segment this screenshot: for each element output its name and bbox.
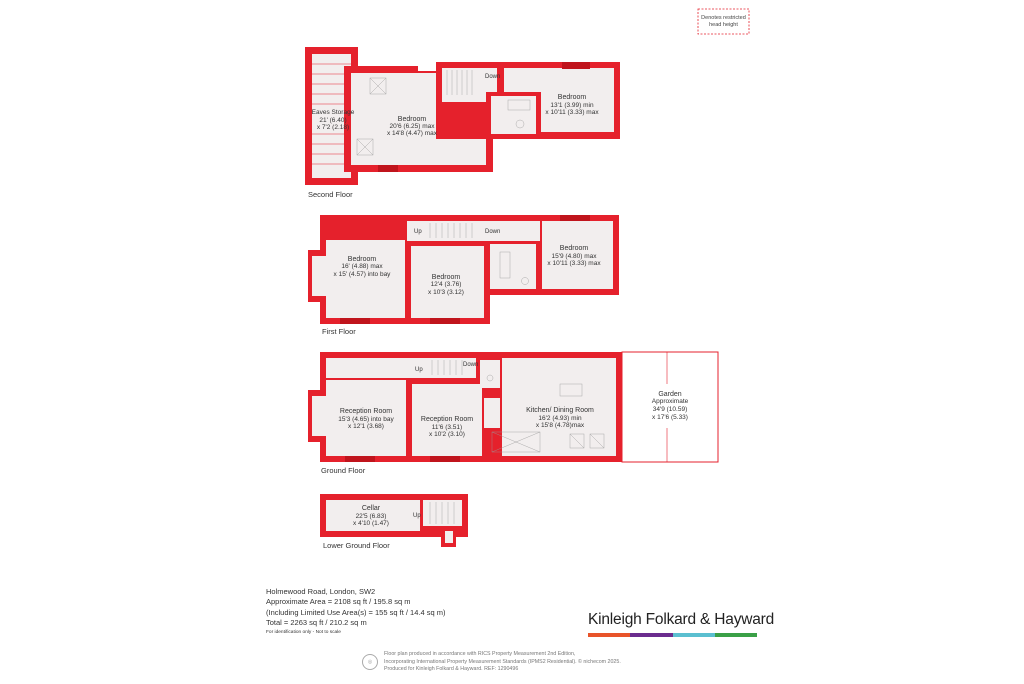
lower-ground-floor-label: Lower Ground Floor — [323, 541, 390, 550]
first-bedroom-c-dim2: x 10'11 (3.33) max — [547, 260, 601, 267]
second-bedroom-a-dim1: 20'6 (6.25) max — [389, 123, 435, 130]
reception-b-name: Reception Room — [420, 416, 474, 423]
first-bedroom-b-name: Bedroom — [431, 274, 461, 281]
cellar-dim2: x 4'10 (1.47) — [353, 520, 389, 527]
limited-use-area: (Including Limited Use Area(s) = 155 sq ft / 14.4 sq m) — [266, 607, 446, 617]
brand-bar-cyan — [673, 633, 715, 637]
first-floor — [308, 215, 619, 336]
garden-dim2: x 17'6 (5.33) — [652, 414, 688, 421]
first-bedroom-a-dim2: x 15' (4.57) into bay — [333, 271, 391, 278]
brand-bar-orange — [588, 633, 630, 637]
garden-approx: Approximate — [651, 398, 689, 405]
first-bedroom-a-dim1: 16' (4.88) max — [341, 263, 383, 270]
footer-notes — [384, 651, 621, 674]
footer-line3: Produced for Kinleigh Folkard & Hayward. REF: 1290496 — [384, 666, 519, 673]
second-floor-label: Second Floor — [308, 190, 353, 199]
kitchen-dim2: x 15'8 (4.78)max — [535, 422, 585, 429]
eaves-storage-name: Eaves Storage — [311, 109, 355, 116]
footer-line2: Incorporating International Property Measurement Standards (IPMS2 Residential). © nichecom 2025. — [384, 658, 621, 665]
eaves-storage-dim1: 21' (6.40) — [319, 117, 347, 124]
rics-logo-icon: ◎ — [362, 654, 378, 670]
brand-name: Kinleigh Folkard & Hayward — [588, 611, 775, 628]
kitchen-dim1: 16'2 (4.93) min — [538, 415, 582, 422]
second-bedroom-a-dim2: x 14'8 (4.47) max — [386, 130, 438, 137]
first-floor-label: First Floor — [322, 327, 356, 336]
second-stair-down: Down — [485, 74, 501, 80]
kitchen-name: Kitchen/ Dining Room — [526, 407, 594, 414]
eaves-storage-dim2: x 7'2 (2.18) — [316, 124, 350, 131]
first-stair-down: Down — [485, 229, 501, 235]
garden-dim1: 34'9 (10.59) — [652, 406, 688, 413]
brand-bar-green — [715, 633, 757, 637]
first-bedroom-c-name: Bedroom — [559, 245, 589, 252]
approximate-area: Approximate Area = 2108 sq ft / 195.8 sq m — [266, 597, 411, 607]
ground-floor-label: Ground Floor — [321, 466, 366, 475]
lower-stair-up: Up — [413, 513, 421, 519]
property-info — [266, 587, 445, 637]
first-stair-up: Up — [414, 229, 422, 235]
reception-b-dim1: 11'6 (3.51) — [431, 424, 463, 431]
first-bedroom-b-dim1: 12'4 (3.76) — [430, 281, 462, 288]
restricted-height-legend — [698, 9, 749, 34]
legend-line1: Denotes restricted — [701, 15, 746, 21]
brand-bar-purple — [630, 633, 672, 637]
first-bedroom-b-dim2: x 10'3 (3.12) — [428, 289, 464, 296]
second-floor — [305, 47, 620, 199]
lower-ground-floor — [320, 494, 468, 550]
first-bedroom-c-dim1: 15'9 (4.80) max — [551, 253, 597, 260]
cellar-dim1: 22'5 (6.83) — [355, 513, 387, 520]
total-area: Total = 2263 sq ft / 210.2 sq m — [266, 618, 367, 628]
identification-note: For identification only - Not to scale — [266, 629, 341, 635]
brand-color-bar — [588, 633, 757, 637]
ground-stair-down: Down — [463, 362, 479, 368]
reception-a-dim2: x 12'1 (3.68) — [348, 423, 384, 430]
legend-line2: head height — [709, 22, 738, 28]
reception-a-dim1: 15'3 (4.65) into bay — [338, 416, 394, 423]
first-bedroom-a-name: Bedroom — [347, 256, 377, 263]
second-bedroom-b-name: Bedroom — [557, 94, 587, 101]
second-bedroom-a-name: Bedroom — [397, 116, 427, 123]
cellar-name: Cellar — [361, 505, 381, 512]
footer-line1: Floor plan produced in accordance with RICS Property Measurement 2nd Edition, — [384, 651, 576, 657]
brand-logo — [588, 611, 775, 637]
second-bedroom-b-dim2: x 10'11 (3.33) max — [545, 109, 599, 116]
address: Holmewood Road, London, SW2 — [266, 587, 376, 596]
ground-stair-up: Up — [415, 367, 423, 373]
ground-floor — [308, 352, 718, 475]
second-bedroom-b-dim1: 13'1 (3.99) min — [550, 102, 594, 109]
reception-a-name: Reception Room — [339, 408, 393, 415]
reception-b-dim2: x 10'2 (3.10) — [429, 431, 465, 438]
garden-name: Garden — [658, 391, 682, 398]
